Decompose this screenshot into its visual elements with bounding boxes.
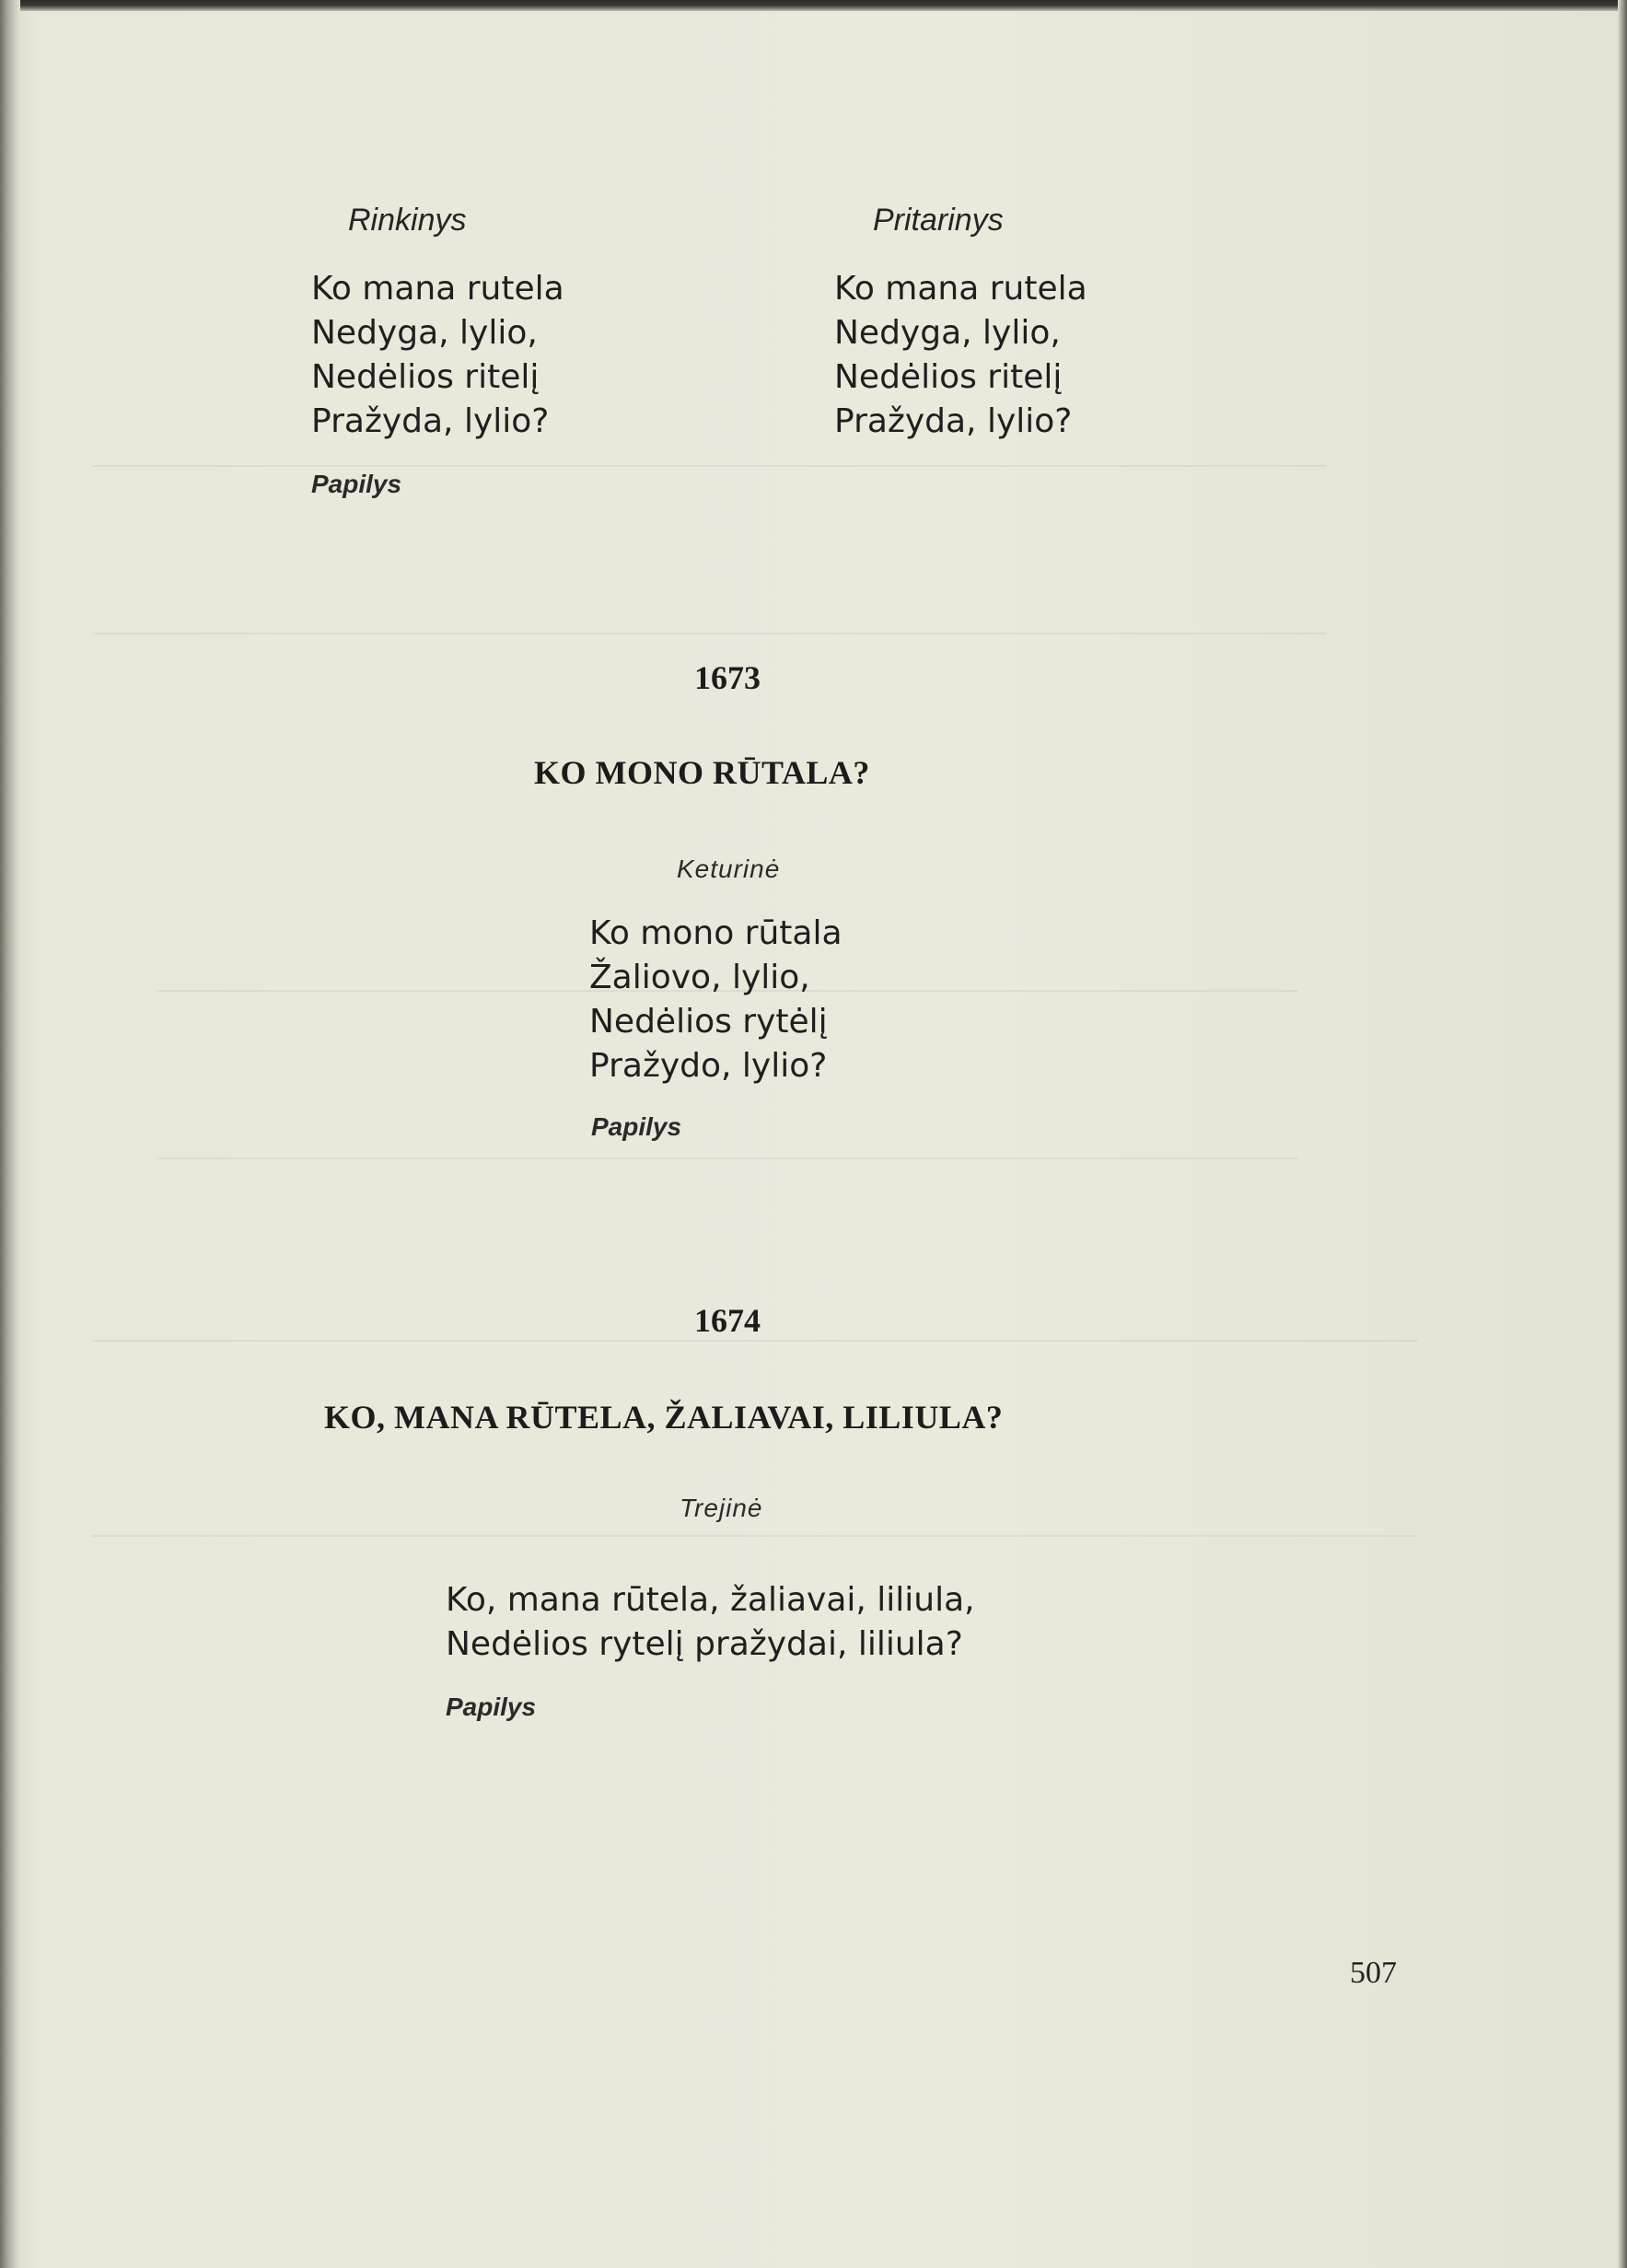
page-number: 507 xyxy=(1350,1956,1397,1990)
rinkinys-heading: Rinkinys xyxy=(348,203,467,238)
show-through-staff xyxy=(92,465,1326,634)
verse-line: Ko, mana rūtela, žaliavai, liliula, xyxy=(446,1581,975,1619)
pritarinys-verse xyxy=(834,267,1087,444)
verse-line: Nedėlios ritelį xyxy=(834,358,1063,396)
page-top-shadow xyxy=(0,0,1627,11)
song-title: KO, MANA RŪTELA, ŽALIAVAI, LILIULA? xyxy=(324,1399,1004,1436)
rinkinys-verse xyxy=(311,267,564,444)
song-genre: Keturinė xyxy=(677,855,781,883)
verse-line: Nedyga, lylio, xyxy=(834,314,1061,352)
verse-line: Pražydo, lylio? xyxy=(589,1047,828,1085)
verse-line: Nedėlios rytelį pražydai, liliula? xyxy=(446,1625,963,1663)
verse-line: Pražyda, lylio? xyxy=(311,402,550,440)
song-verse xyxy=(589,912,843,1088)
verse-line: Nedėlios rytėlį xyxy=(589,1003,828,1041)
source-place: Papilys xyxy=(311,470,402,498)
song-title: KO MONO RŪTALA? xyxy=(534,754,870,791)
verse-line: Nedėlios ritelį xyxy=(311,358,540,396)
source-place: Papilys xyxy=(446,1692,537,1721)
verse-line: Ko mono rūtala xyxy=(589,914,843,952)
verse-line: Žaliovo, lylio, xyxy=(589,959,810,996)
song-genre: Trejinė xyxy=(680,1494,763,1522)
verse-line: Nedyga, lylio, xyxy=(311,314,538,352)
page-right-shadow xyxy=(1618,0,1627,2268)
song-verse xyxy=(446,1578,975,1667)
pritarinys-heading: Pritarinys xyxy=(873,203,1004,238)
verse-line: Ko mana rutela xyxy=(834,270,1087,308)
verse-line: Ko mana rutela xyxy=(311,270,564,308)
source-place: Papilys xyxy=(591,1112,682,1141)
page-binding-shadow xyxy=(0,0,20,2268)
song-number: 1673 xyxy=(694,659,761,696)
verse-line: Pražyda, lylio? xyxy=(834,402,1073,440)
song-number: 1674 xyxy=(694,1302,761,1339)
